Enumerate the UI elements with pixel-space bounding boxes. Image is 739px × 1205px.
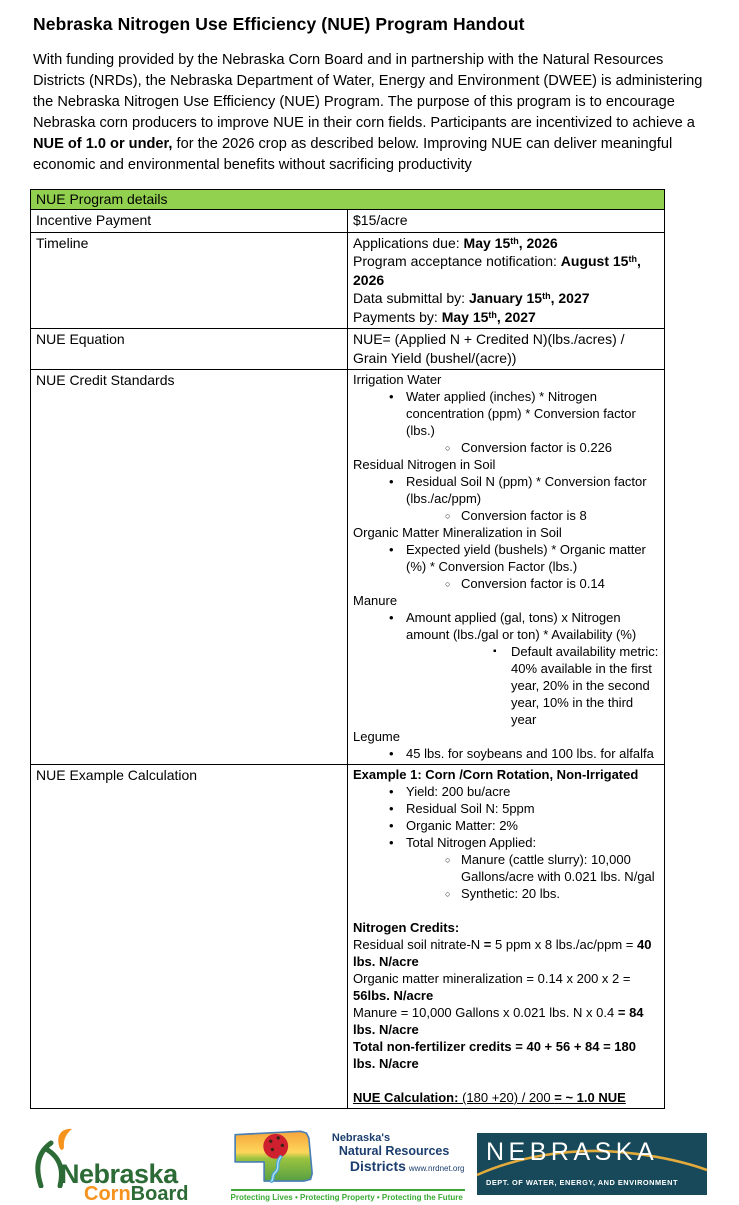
credit-category: Irrigation Water bbox=[353, 372, 442, 387]
incentive-payment-value: $15/acre bbox=[348, 210, 665, 233]
nue-program-table bbox=[30, 189, 665, 1109]
table-header-title: NUE Program details bbox=[31, 190, 665, 210]
calc-text: Manure = 10,000 Gallons x 0.021 lbs. N x 0.4 bbox=[353, 1005, 618, 1020]
incentive-payment-row bbox=[31, 210, 665, 233]
credit-sub-sub-bullet: ▪ Default availability metric: 40% available in the first year, 20% in the second year, 10% in the third year bbox=[353, 643, 659, 728]
nue-equation-label: NUE Equation bbox=[31, 329, 348, 370]
dwee-logo bbox=[477, 1133, 707, 1195]
nue-calculation-line bbox=[353, 1089, 659, 1106]
credit-calc-line bbox=[353, 1004, 659, 1038]
timeline-item-year: , 2027 bbox=[550, 290, 590, 306]
timeline-item-year: , 2026 bbox=[518, 234, 558, 251]
ordinal-suffix: th bbox=[628, 254, 637, 264]
credit-category: Residual Nitrogen in Soil bbox=[353, 457, 496, 472]
timeline-item-date: May 15 bbox=[463, 234, 511, 251]
calc-text: 5 ppm x 8 lbs./ac/ppm = bbox=[495, 937, 637, 952]
calc-result: = 84 lbs. N/acre bbox=[353, 1005, 644, 1037]
timeline-item-label: Data submittal by: bbox=[353, 290, 469, 306]
corn-text: Corn bbox=[84, 1183, 131, 1205]
credit-sub-bullet: ○ Conversion factor is 0.226 bbox=[353, 439, 659, 456]
calc-result: = ~ 1.0 NUE bbox=[554, 1090, 626, 1105]
corn-board-logo bbox=[32, 1124, 218, 1204]
credit-total-line: Total non-fertilizer credits = 40 + 56 + 84 = 180 lbs. N/acre bbox=[353, 1039, 636, 1071]
credit-calc-line bbox=[353, 936, 659, 970]
example-sub-bullet: ○ Manure (cattle slurry): 10,000 Gallons/acre with 0.021 lbs. N/gal bbox=[353, 851, 659, 885]
example-sub-bullet: ○ Synthetic: 20 lbs. bbox=[353, 885, 659, 902]
timeline-label: Timeline bbox=[31, 232, 348, 329]
example-calculation-value bbox=[348, 765, 665, 1109]
credit-bullet: • Residual Soil N (ppm) * Conversion factor (lbs./ac/ppm) bbox=[353, 473, 659, 507]
nrd-title-line1: Nebraska's bbox=[331, 1132, 391, 1144]
dwee-name: NEBRASKA bbox=[486, 1138, 659, 1166]
timeline-item-year: , 2026 bbox=[353, 253, 641, 288]
credit-standards-label: NUE Credit Standards bbox=[31, 370, 348, 765]
nue-equation-value: NUE= (Applied N + Credited N)(lbs./acres) / Grain Yield (bushel/(acre)) bbox=[348, 329, 665, 370]
page-title: Nebraska Nitrogen Use Efficiency (NUE) Program Handout bbox=[33, 14, 525, 34]
example-calculation-row bbox=[31, 765, 665, 1109]
nrd-districts-text: Districts bbox=[349, 1158, 406, 1174]
credit-bullet: • Expected yield (bushels) * Organic matter (%) * Conversion Factor (lbs.) bbox=[353, 541, 659, 575]
table-header-row bbox=[31, 190, 665, 210]
calc-bold: = bbox=[483, 937, 495, 952]
intro-text-bold: NUE of 1.0 or under, bbox=[33, 136, 173, 152]
credit-sub-bullet: ○ Conversion factor is 8 bbox=[353, 507, 659, 524]
calc-text: Residual soil nitrate-N bbox=[353, 937, 484, 952]
nitrogen-credits-heading: Nitrogen Credits: bbox=[353, 920, 460, 935]
nrd-website-url: www.nrdnet.org bbox=[408, 1164, 465, 1173]
intro-text-pre: With funding provided by the Nebraska Corn Board and in partnership with the Natural Resources Districts (NRDs), the Nebraska Department of Water, Energy and Environment (DWEE) is administering the Nebraska Nitrogen Use Efficiency (NUE) Program. The purpose of this program is to encourage Nebraska corn producers to improve NUE in their corn fields. Participants are incentivized to achieve a bbox=[33, 52, 703, 131]
calc-result: 56lbs. N/acre bbox=[353, 988, 434, 1003]
credit-category: Organic Matter Mineralization in Soil bbox=[353, 525, 562, 540]
timeline-item-label: Program acceptance notification: bbox=[353, 253, 561, 269]
timeline-item-date: January 15 bbox=[468, 290, 543, 306]
timeline-item bbox=[353, 252, 659, 289]
ordinal-suffix: th bbox=[510, 235, 519, 246]
example-bullet: • Total Nitrogen Applied: bbox=[353, 834, 659, 851]
corn-board-subtitle bbox=[84, 1184, 218, 1204]
credit-bullet: • Water applied (inches) * Nitrogen concentration (ppm) * Conversion factor (lbs.) bbox=[353, 388, 659, 439]
board-text: Board bbox=[130, 1183, 189, 1205]
ordinal-suffix: th bbox=[488, 309, 497, 320]
example-heading: Example 1: Corn /Corn Rotation, Non-Irrigated bbox=[353, 767, 639, 782]
timeline-item-year: , 2027 bbox=[496, 308, 536, 325]
credit-bullet: • Amount applied (gal, tons) x Nitrogen amount (lbs./gal or ton) * Availability (%) bbox=[353, 609, 659, 643]
credit-standards-value bbox=[348, 370, 665, 765]
timeline-item bbox=[353, 289, 659, 308]
credit-standards-row bbox=[31, 370, 665, 765]
nrd-tagline: Protecting Lives • Protecting Property • Protecting the Future bbox=[231, 1189, 465, 1202]
calc-result: 40 lbs. N/acre bbox=[353, 937, 652, 969]
ordinal-suffix: th bbox=[542, 291, 551, 301]
nrd-logo bbox=[231, 1126, 465, 1202]
example-bullet: • Organic Matter: 2% bbox=[353, 817, 659, 834]
nrd-title-line3 bbox=[330, 1158, 465, 1174]
example-bullet: • Residual Soil N: 5ppm bbox=[353, 800, 659, 817]
timeline-item bbox=[353, 234, 659, 253]
credit-calc-line bbox=[353, 970, 659, 1004]
credit-bullet: • 45 lbs. for soybeans and 100 lbs. for alfalfa bbox=[353, 745, 659, 762]
nebraska-state-icon bbox=[231, 1126, 330, 1188]
example-calculation-label: NUE Example Calculation bbox=[31, 765, 348, 1109]
credit-category: Legume bbox=[353, 729, 400, 744]
logo-footer bbox=[32, 1125, 707, 1203]
timeline-row bbox=[31, 232, 665, 329]
timeline-item-date: May 15 bbox=[441, 308, 489, 325]
dwee-department-text: DEPT. OF WATER, ENERGY, AND ENVIRONMENT bbox=[486, 1178, 678, 1187]
timeline-value bbox=[348, 232, 665, 329]
example-bullet: • Yield: 200 bu/acre bbox=[353, 783, 659, 800]
timeline-item-date: August 15 bbox=[560, 253, 629, 269]
calc-text: Organic matter mineralization = 0.14 x 200 x 2 = bbox=[353, 971, 631, 986]
corn-board-name: Nebraska bbox=[60, 1159, 178, 1189]
timeline-item bbox=[353, 308, 659, 327]
credit-sub-bullet: ○ Conversion factor is 0.14 bbox=[353, 575, 659, 592]
timeline-item-label: Payments by: bbox=[353, 308, 442, 325]
calc-bold: NUE Calculation: bbox=[353, 1090, 459, 1105]
blank-line bbox=[353, 1072, 659, 1089]
nrd-title bbox=[330, 1126, 465, 1174]
nue-equation-row bbox=[31, 329, 665, 370]
nrd-title-line2: Natural Resources bbox=[338, 1144, 450, 1158]
intro-paragraph bbox=[33, 50, 714, 176]
intro-text-post: for the 2026 crop as described below. Improving NUE can deliver meaningful economic and environmental benefits without sacrificing productivity bbox=[33, 136, 673, 173]
blank-line bbox=[353, 902, 659, 919]
incentive-payment-label: Incentive Payment bbox=[31, 210, 348, 233]
credit-category: Manure bbox=[353, 593, 398, 608]
calc-text: (180 +20) / 200 bbox=[458, 1090, 555, 1105]
timeline-item-label: Applications due: bbox=[353, 234, 464, 251]
